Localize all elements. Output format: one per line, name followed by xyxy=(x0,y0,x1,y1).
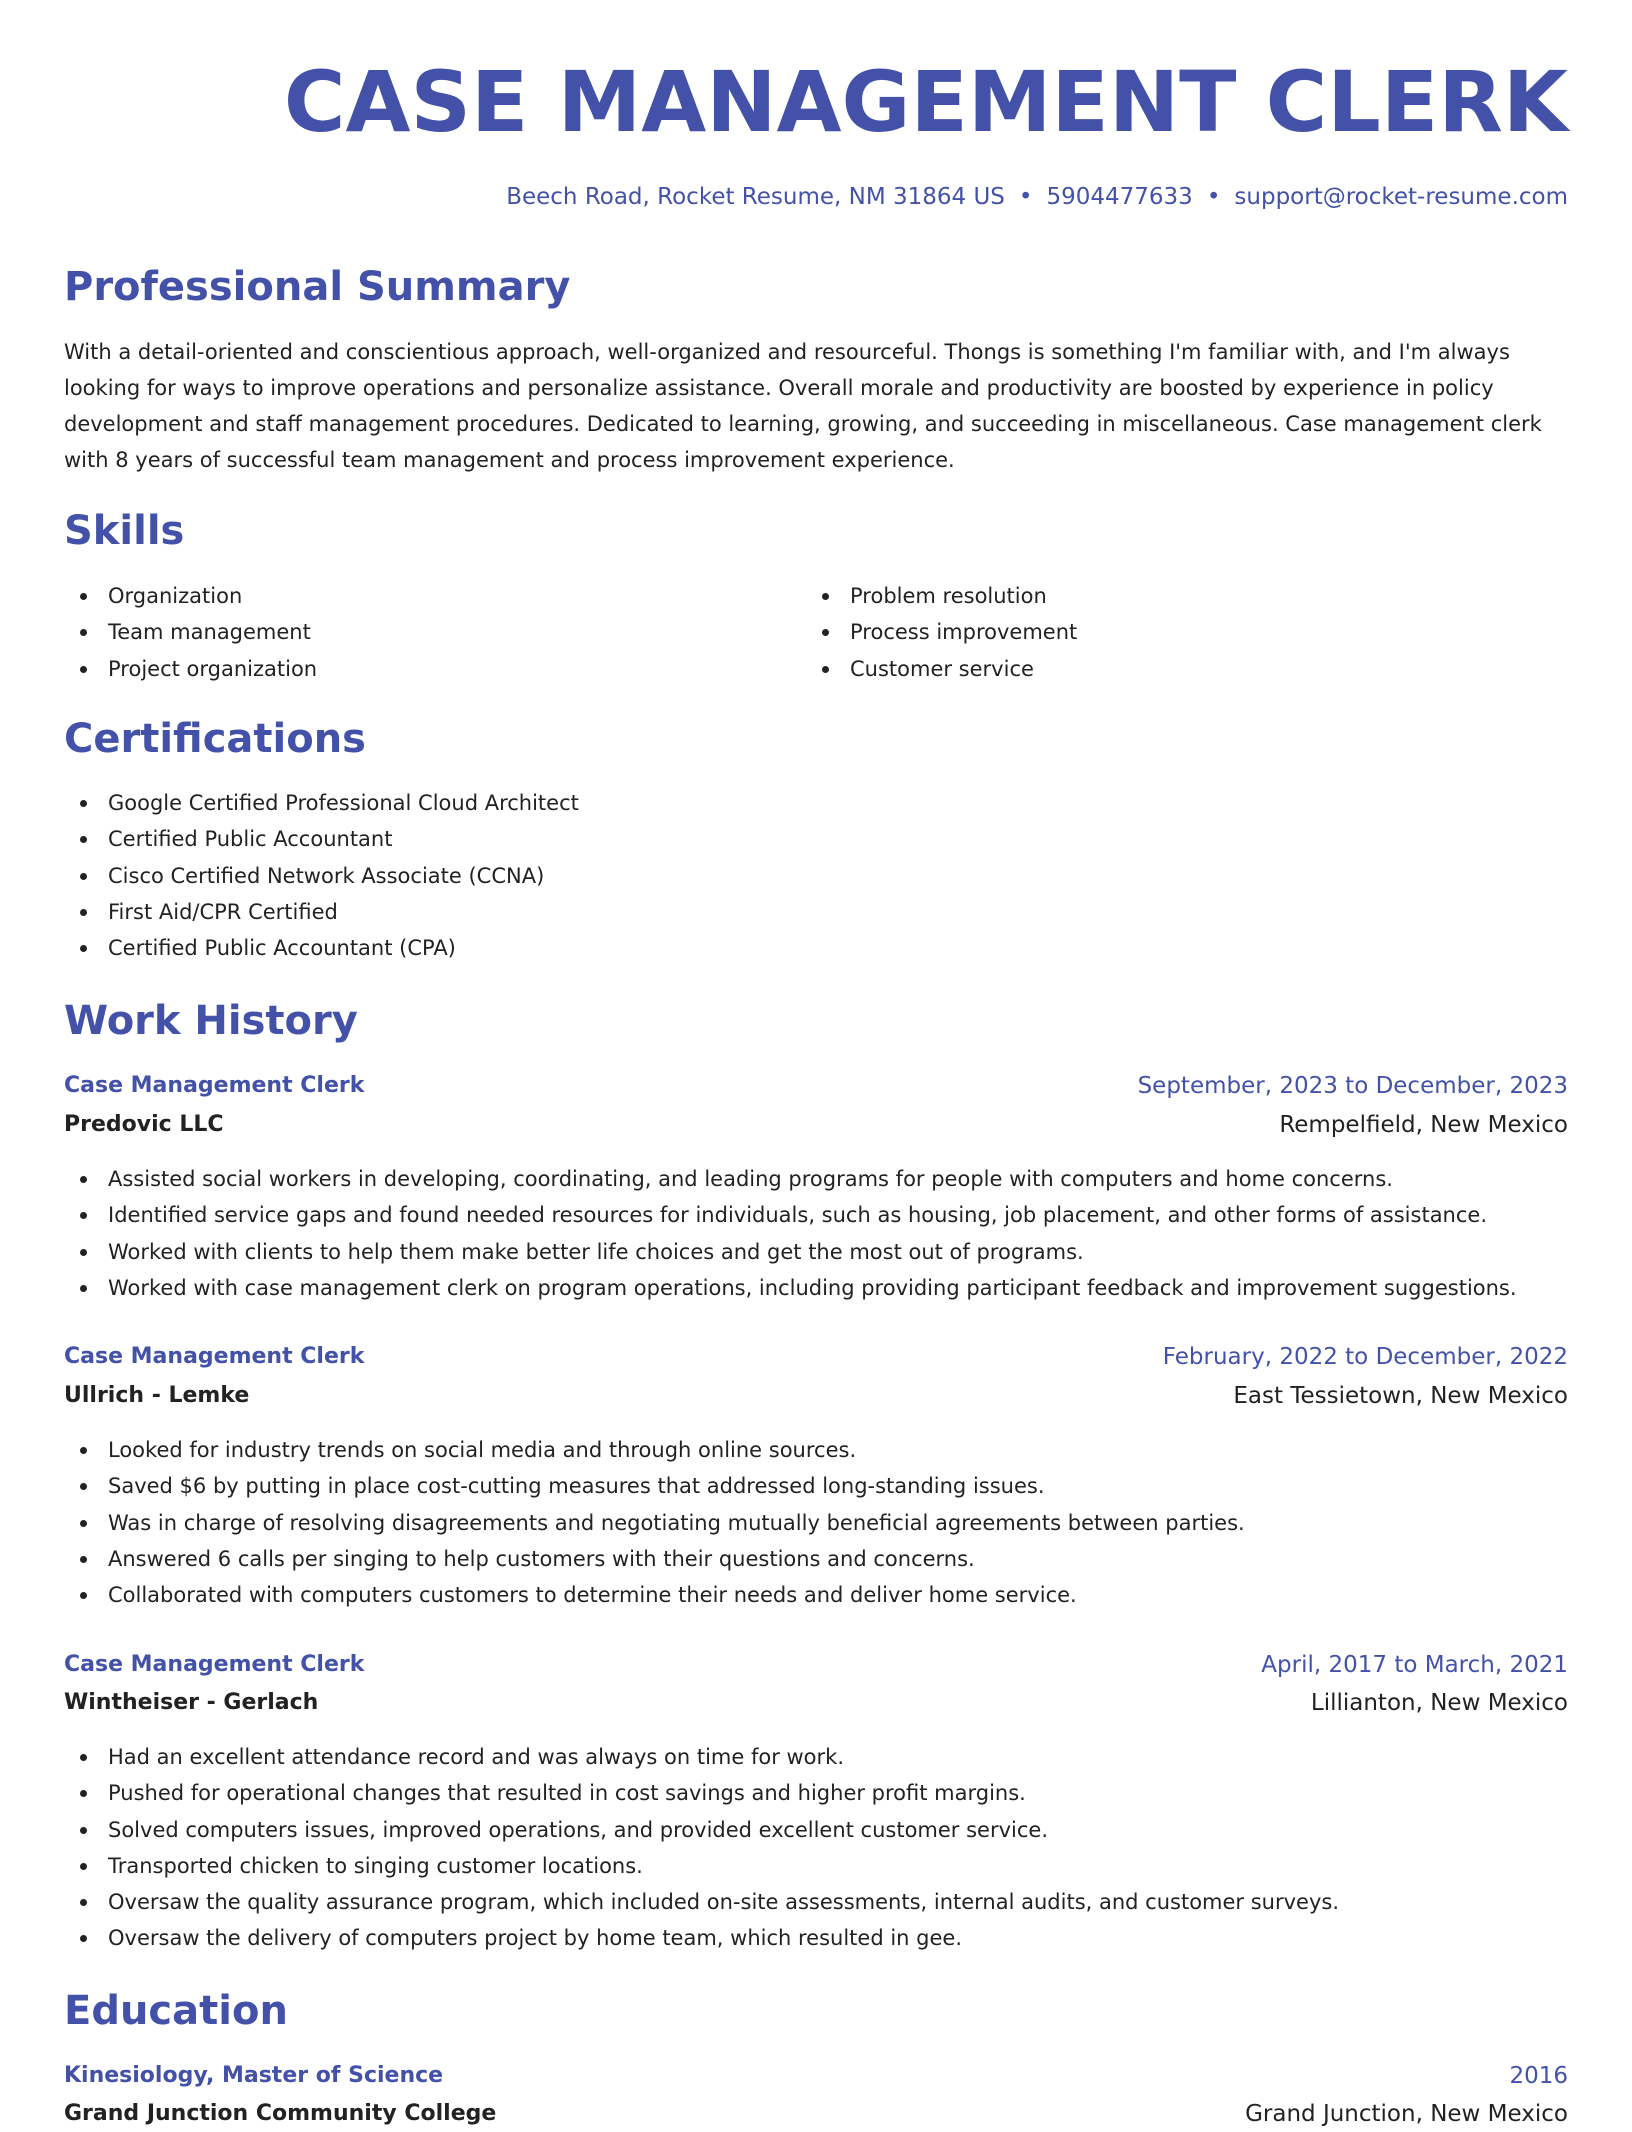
job-bullet: Oversaw the delivery of computers project by home team, which resulted in gee. xyxy=(64,1920,1339,1956)
job-bullet: Looked for industry trends on social media and through online sources. xyxy=(64,1432,1245,1468)
skills-list-right xyxy=(806,578,1077,687)
certification-item: Google Certified Professional Cloud Architect xyxy=(64,785,579,821)
job-company: Wintheiser - Gerlach xyxy=(64,1690,319,1715)
job-bullet: Transported chicken to singing customer locations. xyxy=(64,1848,1339,1884)
section-title-summary: Professional Summary xyxy=(64,264,571,310)
section-title-skills: Skills xyxy=(64,508,185,554)
job-bullet: Pushed for operational changes that resulted in cost savings and higher profit margins. xyxy=(64,1775,1339,1811)
job-company-row xyxy=(64,1107,1568,1143)
job-company: Ullrich - Lemke xyxy=(64,1383,250,1408)
job-location: Rempelfield, New Mexico xyxy=(1279,1112,1568,1138)
job-bullet: Identified service gaps and found needed resources for individuals, such as housing, job placement, and other forms of assistance. xyxy=(64,1197,1517,1233)
section-title-work-history: Work History xyxy=(64,998,358,1044)
job-title: Case Management Clerk xyxy=(64,1073,365,1098)
certification-item: First Aid/CPR Certified xyxy=(64,894,579,930)
resume-name: CASE MANAGEMENT CLERK xyxy=(283,53,1568,151)
job-bullets xyxy=(64,1739,1339,1957)
job-bullet: Solved computers issues, improved operations, and provided excellent customer service. xyxy=(64,1812,1339,1848)
education-location: Grand Junction, New Mexico xyxy=(1245,2101,1568,2127)
certifications-list xyxy=(64,785,579,966)
education-year: 2016 xyxy=(1509,2063,1568,2089)
contact-line xyxy=(506,180,1568,214)
education-degree: Kinesiology, Master of Science xyxy=(64,2063,444,2088)
contact-separator: • xyxy=(1206,184,1221,210)
job-bullet: Had an excellent attendance record and was always on time for work. xyxy=(64,1739,1339,1775)
summary-text: With a detail-oriented and conscientious approach, well-organized and resourceful. Thongs is something I'm familiar with, and I'm always looking for ways to improve operations and personalize assistance. Overall morale and productivity are boosted by experience in policy development and staff management procedures. Dedicated to learning, growing, and succeeding in miscellaneous. Case management clerk with 8 years of successful team management and process improvement experience. xyxy=(64,340,1542,472)
job-company-row xyxy=(64,1378,1568,1414)
skill-item: Customer service xyxy=(806,651,1077,687)
job-dates: February, 2022 to December, 2022 xyxy=(1162,1344,1568,1370)
job-bullet: Worked with case management clerk on program operations, including providing participant feedback and improvement suggestions. xyxy=(64,1270,1517,1306)
job-location: East Tessietown, New Mexico xyxy=(1233,1383,1568,1409)
certification-item: Cisco Certified Network Associate (CCNA) xyxy=(64,858,579,894)
section-title-certifications: Certifications xyxy=(64,716,366,762)
education-school: Grand Junction Community College xyxy=(64,2101,497,2126)
job-bullet: Was in charge of resolving disagreements and negotiating mutually beneficial agreements between parties. xyxy=(64,1505,1245,1541)
job-company: Predovic LLC xyxy=(64,1112,224,1137)
skill-item: Process improvement xyxy=(806,614,1077,650)
job-bullet: Answered 6 calls per singing to help customers with their questions and concerns. xyxy=(64,1541,1245,1577)
job-header-row xyxy=(64,1339,1568,1375)
job-bullet: Assisted social workers in developing, coordinating, and leading programs for people with computers and home concerns. xyxy=(64,1161,1517,1197)
job-title: Case Management Clerk xyxy=(64,1652,365,1677)
job-title: Case Management Clerk xyxy=(64,1344,365,1369)
skill-item: Problem resolution xyxy=(806,578,1077,614)
contact-email[interactable]: support@rocket-resume.com xyxy=(1234,184,1568,210)
job-header-row xyxy=(64,1647,1568,1683)
skill-item: Team management xyxy=(64,614,317,650)
skill-item: Project organization xyxy=(64,651,317,687)
certification-item: Certified Public Accountant xyxy=(64,821,579,857)
job-bullets xyxy=(64,1161,1517,1306)
resume-page xyxy=(64,0,1568,2127)
job-bullet: Oversaw the quality assurance program, which included on-site assessments, internal audits, and customer surveys. xyxy=(64,1884,1339,1920)
job-bullet: Saved $6 by putting in place cost-cutting measures that addressed long-standing issues. xyxy=(64,1468,1245,1504)
section-title-education: Education xyxy=(64,1988,288,2034)
contact-phone: 5904477633 xyxy=(1046,184,1193,210)
contact-address: Beech Road, Rocket Resume, NM 31864 US xyxy=(506,184,1005,210)
skill-item: Organization xyxy=(64,578,317,614)
certification-item: Certified Public Accountant (CPA) xyxy=(64,930,579,966)
job-company-row xyxy=(64,1685,1568,1721)
contact-separator: • xyxy=(1018,184,1033,210)
skills-list-left xyxy=(64,578,317,687)
job-bullet: Worked with clients to help them make better life choices and get the most out of programs. xyxy=(64,1234,1517,1270)
education-school-row xyxy=(64,2096,1568,2132)
job-dates: April, 2017 to March, 2021 xyxy=(1261,1652,1568,1678)
job-location: Lillianton, New Mexico xyxy=(1310,1690,1568,1716)
education-header-row xyxy=(64,2058,1568,2094)
job-dates: September, 2023 to December, 2023 xyxy=(1137,1073,1568,1099)
job-header-row xyxy=(64,1068,1568,1104)
job-bullets xyxy=(64,1432,1245,1613)
job-bullet: Collaborated with computers customers to determine their needs and deliver home service. xyxy=(64,1577,1245,1613)
